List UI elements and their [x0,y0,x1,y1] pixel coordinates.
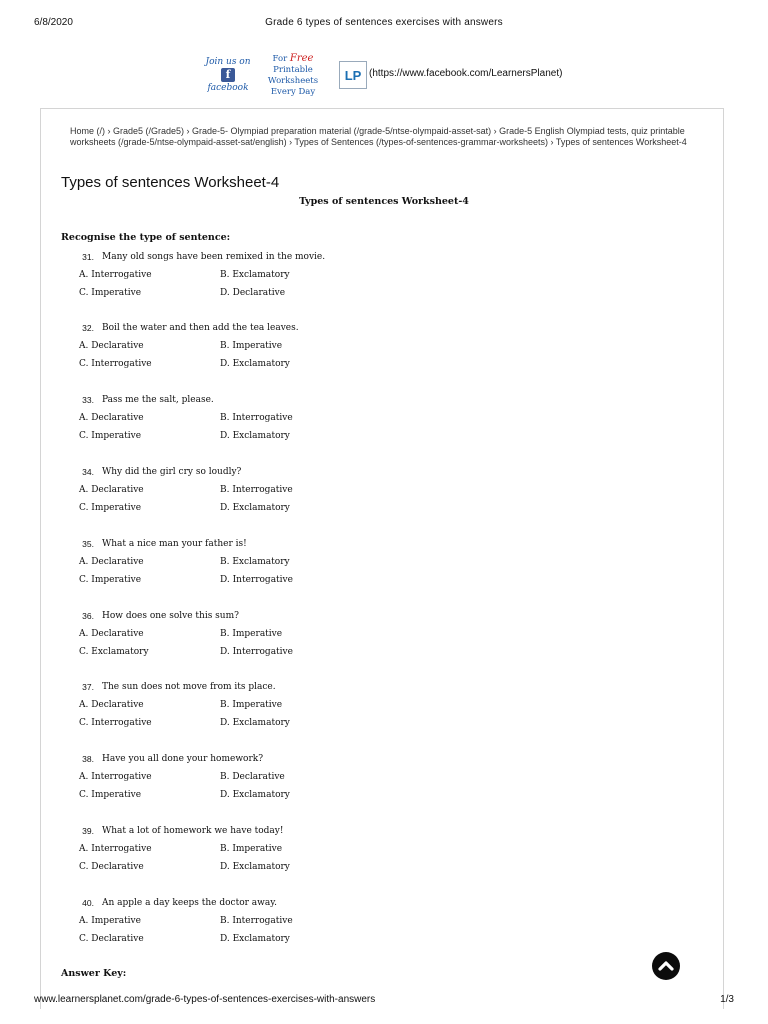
question-text: The sun does not move from its place. [102,682,276,692]
option-c: C. Imperative [79,431,142,441]
option-b: B. Imperative [220,629,283,639]
facebook-icon: f [221,68,235,82]
option-a: A. Imperative [79,916,141,926]
instruction-heading: Recognise the type of sentence: [61,232,231,243]
option-c: C. Declarative [79,934,144,944]
option-d: D. Interrogative [220,575,293,585]
question-item [0,752,768,812]
option-c: C. Imperative [79,575,142,585]
every-day-label: Every Day [270,86,316,97]
option-a: A. Declarative [79,485,144,495]
scroll-to-top-button[interactable] [652,952,680,980]
option-b: B. Imperative [220,700,283,710]
option-b: B. Interrogative [220,413,293,423]
option-b: B. Interrogative [220,916,293,926]
question-number: 36. [82,611,94,621]
option-d: D. Exclamatory [220,862,290,872]
question-number: 40. [82,898,94,908]
free-label: Free [289,52,314,64]
question-item [0,609,768,669]
option-a: A. Declarative [79,629,144,639]
question-number: 37. [82,682,94,692]
option-d: D. Interrogative [220,647,293,657]
question-text: What a nice man your father is! [102,539,247,549]
breadcrumb[interactable]: Home (/) › Grade5 (/Grade5) › Grade-5- Olympiad preparation material (/grade-5/ntse-olympaid-asset-sat) › Grade-5 English Olympiad tests, quiz printable worksheets (/grade-5/ntse-olympaid-asset-sat/english) › Types of Sentences (/types-of-sentences-grammar-worksheets) › Types of sentences Worksheet-4 [70,126,687,147]
join-facebook-badge [203,57,253,93]
chevron-up-icon [657,957,675,975]
option-b: B. Exclamatory [220,557,290,567]
option-d: D. Exclamatory [220,934,290,944]
option-c: C. Interrogative [79,359,152,369]
option-d: D. Exclamatory [220,718,290,728]
question-text: Many old songs have been remixed in the movie. [102,252,326,262]
page-title: Types of sentences Worksheet-4 [61,174,280,191]
question-number: 38. [82,754,94,764]
question-text: Have you all done your homework? [102,754,264,764]
for-label: For [272,53,288,64]
option-b: B. Exclamatory [220,270,290,280]
question-item [0,537,768,597]
option-a: A. Interrogative [79,844,152,854]
question-item [0,250,768,310]
question-item [0,465,768,525]
question-number: 34. [82,467,94,477]
question-item [0,393,768,453]
question-number: 39. [82,826,94,836]
option-c: C. Imperative [79,790,142,800]
facebook-label: facebook [207,83,249,93]
option-c: C. Imperative [79,503,142,513]
question-text: An apple a day keeps the doctor away. [102,898,277,908]
question-text: What a lot of homework we have today! [102,826,284,836]
print-date: 6/8/2020 [34,17,73,28]
worksheet-title: Types of sentences Worksheet-4 [299,196,469,207]
option-b: B. Declarative [220,772,285,782]
option-d: D. Declarative [220,288,286,298]
option-b: B. Interrogative [220,485,293,495]
learners-planet-logo: LP [339,61,367,89]
footer-url: www.learnersplanet.com/grade-6-types-of-sentences-exercises-with-answers [34,994,376,1005]
option-d: D. Exclamatory [220,503,290,513]
question-text: Boil the water and then add the tea leaves. [102,323,299,333]
option-d: D. Exclamatory [220,790,290,800]
option-a: A. Declarative [79,557,144,567]
option-a: A. Declarative [79,700,144,710]
option-a: A. Declarative [79,413,144,423]
facebook-link[interactable]: (https://www.facebook.com/LearnersPlanet) [369,68,563,79]
question-number: 33. [82,395,94,405]
question-item [0,896,768,956]
question-item [0,680,768,740]
join-label: Join us on [205,57,251,67]
page-number: 1/3 [720,994,734,1005]
question-text: Pass me the salt, please. [102,395,214,405]
answer-key-heading: Answer Key: [61,968,127,979]
question-number: 35. [82,539,94,549]
option-d: D. Exclamatory [220,359,290,369]
question-item [0,321,768,381]
option-a: A. Interrogative [79,270,152,280]
question-number: 31. [82,252,94,262]
printable-label: Printable Worksheets [267,64,319,86]
option-c: C. Exclamatory [79,647,149,657]
option-c: C. Declarative [79,862,144,872]
option-d: D. Exclamatory [220,431,290,441]
facebook-banner[interactable] [203,54,369,96]
option-b: B. Imperative [220,341,283,351]
option-b: B. Imperative [220,844,283,854]
question-text: Why did the girl cry so loudly? [102,467,242,477]
free-worksheets-text [253,53,333,98]
question-text: How does one solve this sum? [102,611,239,621]
option-c: C. Imperative [79,288,142,298]
option-c: C. Interrogative [79,718,152,728]
option-a: A. Interrogative [79,772,152,782]
question-number: 32. [82,323,94,333]
option-a: A. Declarative [79,341,144,351]
question-item [0,824,768,884]
print-title: Grade 6 types of sentences exercises with answers [265,17,503,28]
